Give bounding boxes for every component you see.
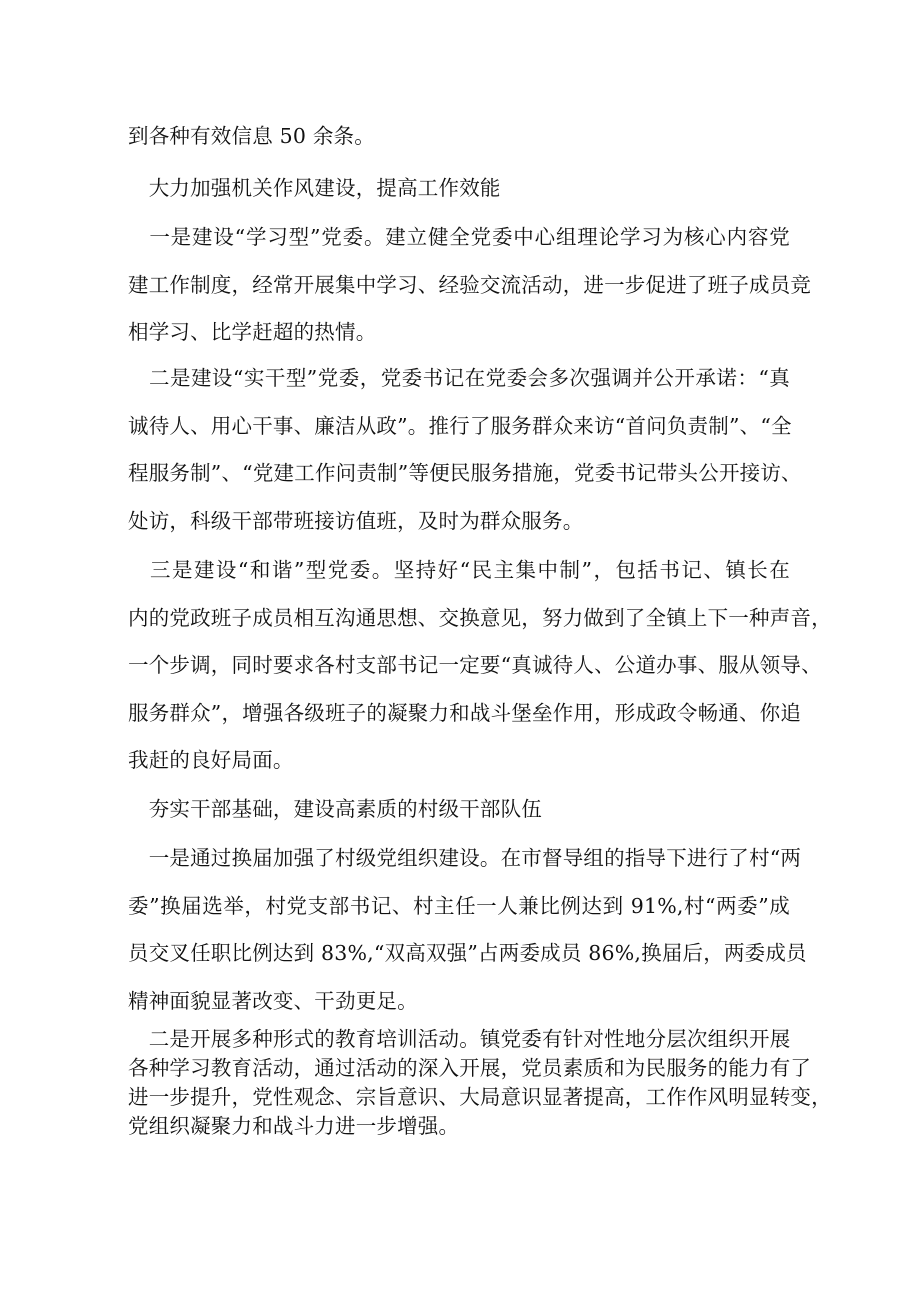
- paragraph-continuation: [128, 114, 790, 159]
- text-line: 委”换届选举，村党支部书记、村主任一人兼比例达到 91%,村“两委”成: [128, 893, 790, 918]
- text-line: 相学习、比学赶超的热情。: [128, 320, 377, 344]
- text-line: 服务群众”，增强各级班子的凝聚力和战斗堡垒作用，形成政令畅通、你追: [128, 700, 802, 725]
- text-line: 员交叉任职比例达到 83%,“双高双强”占两委成员 86%,换届后，两委成员: [128, 941, 807, 965]
- text-line: 建工作制度，经常开展集中学习、经验交流活动，进一步促进了班子成员竞: [128, 272, 812, 297]
- text-line: 各种学习教育活动，通过活动的深入开展，党员素质和为民服务的能力有了: [128, 1056, 812, 1080]
- text-line: 一是建设“学习型”党委。建立健全党委中心组理论学习为核心内容党: [128, 225, 790, 249]
- text-line: 一个步调，同时要求各村支部书记一定要“真诚待人、公道办事、服从领导、: [128, 653, 822, 677]
- paragraph-learning-party-committee: [128, 214, 812, 357]
- text-line: 处访，科级干部带班接访值班，及时为群众服务。: [128, 508, 584, 533]
- text-line: 一是通过换届加强了村级党组织建设。在市督导组的指导下进行了村“两: [128, 846, 802, 870]
- text-line: 精神面貌显著改变、干劲更足。: [128, 988, 418, 1013]
- section-heading-cadre-team: [128, 787, 790, 832]
- text-line: 到各种有效信息 50 余条。: [128, 124, 375, 148]
- section-heading-work-style: [128, 166, 790, 211]
- text-line: 夯实干部基础，建设高素质的村级干部队伍: [128, 797, 542, 821]
- text-line: 二是建设“实干型”党委，党委书记在党委会多次强调并公开承诺：“真: [128, 366, 790, 390]
- text-line: 进一步提升，党性观念、宗旨意识、大局意识显著提高，工作作风明显转变，: [128, 1085, 832, 1109]
- paragraph-practical-party-committee: [128, 355, 802, 545]
- text-line: 二是开展多种形式的教育培训活动。镇党委有针对性地分层次组织开展: [128, 1027, 791, 1051]
- text-line: 三是建设“和谐”型党委。坚持好“民主集中制”，包括书记、镇长在: [128, 558, 790, 582]
- text-line: 诚待人、用心干事、廉洁从政”。推行了服务群众来访“首问负责制”、“全: [128, 413, 792, 438]
- text-line: 内的党政班子成员相互沟通思想、交换意见，努力做到了全镇上下一种声音，: [128, 605, 832, 630]
- text-line: 我赶的良好局面。: [128, 748, 294, 772]
- paragraph-education-training: [128, 1025, 832, 1141]
- text-line: 程服务制”、“党建工作问责制”等便民服务措施，党委书记带头公开接访、: [128, 461, 802, 485]
- paragraph-election-organization: [128, 835, 807, 1025]
- text-line: 党组织凝聚力和战斗力进一步增强。: [128, 1114, 460, 1138]
- text-line: 大力加强机关作风建设，提高工作效能: [128, 176, 501, 200]
- paragraph-harmonious-party-committee: [128, 547, 832, 785]
